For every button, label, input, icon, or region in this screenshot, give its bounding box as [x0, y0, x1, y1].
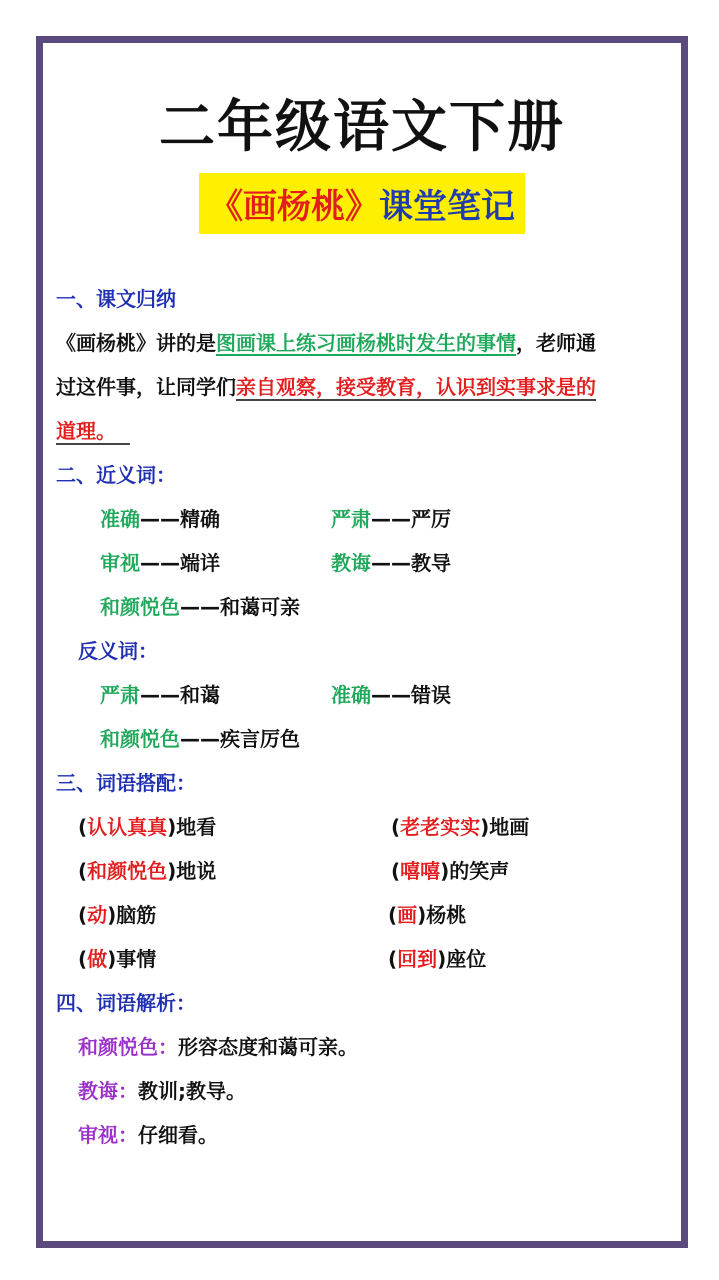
page-title: 二年级语文下册: [159, 95, 565, 160]
summary-text: ，老师通: [516, 331, 596, 355]
dash: ——: [371, 551, 411, 575]
synonym-pair: [331, 547, 451, 576]
collocation-rest: 地画: [489, 815, 530, 839]
collocation-word: 认认真真: [87, 815, 168, 839]
antonym-heading: 反义词：: [78, 639, 158, 663]
collocation-pair: (画)杨桃: [388, 903, 467, 927]
synonym-match: 教导: [411, 551, 451, 575]
collocation-rest: 脑筋: [116, 903, 157, 927]
collocation-pair: (认认真真)地看: [78, 815, 217, 839]
subtitle-notes: 课堂笔记: [379, 187, 515, 227]
definition-term: 和颜悦色：: [78, 1035, 178, 1059]
section1-heading: 一、课文归纳: [56, 287, 176, 311]
collocation-word: 动: [87, 903, 108, 927]
collocation-word: 老老实实: [400, 815, 481, 839]
antonym-pair: [331, 679, 451, 708]
synonym-word: 审视: [100, 551, 140, 575]
collocation-pair: (做)事情: [78, 947, 157, 971]
collocation-pair: (回到)座位: [388, 947, 487, 971]
subtitle-banner: [199, 173, 525, 234]
antonym-word: 和颜悦色: [100, 727, 180, 751]
synonym-match: 精确: [180, 507, 220, 531]
antonym-match: 错误: [411, 683, 451, 707]
collocation-rest: 地说: [176, 859, 217, 883]
antonym-pair: [100, 679, 220, 708]
collocation-pair: (老老实实)地画: [391, 815, 530, 839]
collocation-rest: 的笑声: [449, 859, 510, 883]
collocation-word: 做: [87, 947, 108, 971]
collocation-pair: (嘻嘻)的笑声: [391, 859, 510, 883]
summary-highlight-green: 图画课上练习画杨桃时发生的事情: [216, 331, 516, 355]
dash: ——: [140, 551, 180, 575]
definition-term: 审视：: [78, 1123, 138, 1147]
dash: ——: [140, 683, 180, 707]
definition-term: 教诲：: [78, 1079, 138, 1103]
definition-item: [78, 1119, 218, 1148]
synonym-word: 准确: [100, 507, 140, 531]
dash: ——: [180, 727, 220, 751]
collocation-word: 嘻嘻: [400, 859, 441, 883]
synonym-match: 端详: [180, 551, 220, 575]
collocation-word: 回到: [397, 947, 438, 971]
collocation-rest: 地看: [176, 815, 217, 839]
antonym-pair: [100, 723, 300, 752]
antonym-match: 疾言厉色: [220, 727, 300, 751]
synonym-word: 教诲: [331, 551, 371, 575]
summary-line-3: [56, 415, 130, 444]
summary-text: 《画杨桃》讲的是: [56, 331, 216, 355]
section4-heading: 四、词语解析：: [56, 991, 196, 1015]
definition-item: [78, 1075, 246, 1104]
section2-heading: 二、近义词：: [56, 463, 176, 487]
summary-line-1: [56, 327, 596, 356]
collocation-word: 和颜悦色: [87, 859, 168, 883]
subtitle-lesson: 《画杨桃》: [209, 187, 379, 227]
section3-heading: 三、词语搭配：: [56, 771, 196, 795]
antonym-match: 和蔼: [180, 683, 220, 707]
dash: ——: [140, 507, 180, 531]
collocation-rest: 事情: [116, 947, 157, 971]
dash: ——: [371, 683, 411, 707]
synonym-pair: [100, 503, 220, 532]
synonym-word: 和颜悦色: [100, 595, 180, 619]
synonym-match: 严厉: [411, 507, 451, 531]
synonym-pair: [331, 503, 451, 532]
synonym-pair: [100, 591, 300, 620]
definition-text: 仔细看。: [138, 1123, 218, 1147]
collocation-rest: 座位: [446, 947, 487, 971]
collocation-pair: (和颜悦色)地说: [78, 859, 217, 883]
synonym-match: 和蔼可亲: [220, 595, 300, 619]
antonym-word: 严肃: [100, 683, 140, 707]
summary-text: 过这件事，让同学们: [56, 375, 236, 399]
summary-highlight-red: 道理。: [56, 419, 116, 443]
definition-item: [78, 1031, 358, 1060]
synonym-pair: [100, 547, 220, 576]
synonym-word: 严肃: [331, 507, 371, 531]
page-frame: [36, 36, 688, 1248]
summary-line-2: [56, 371, 596, 400]
dash: ——: [180, 595, 220, 619]
summary-highlight-red: 亲自观察，接受教育，认识到实事求是的: [236, 375, 596, 399]
definition-text: 教训;教导。: [138, 1079, 246, 1103]
definition-text: 形容态度和蔼可亲。: [178, 1035, 358, 1059]
collocation-pair: (动)脑筋: [78, 903, 157, 927]
antonym-word: 准确: [331, 683, 371, 707]
subtitle-wrap: [43, 173, 681, 234]
collocation-rest: 杨桃: [426, 903, 467, 927]
collocation-word: 画: [397, 903, 418, 927]
dash: ——: [371, 507, 411, 531]
